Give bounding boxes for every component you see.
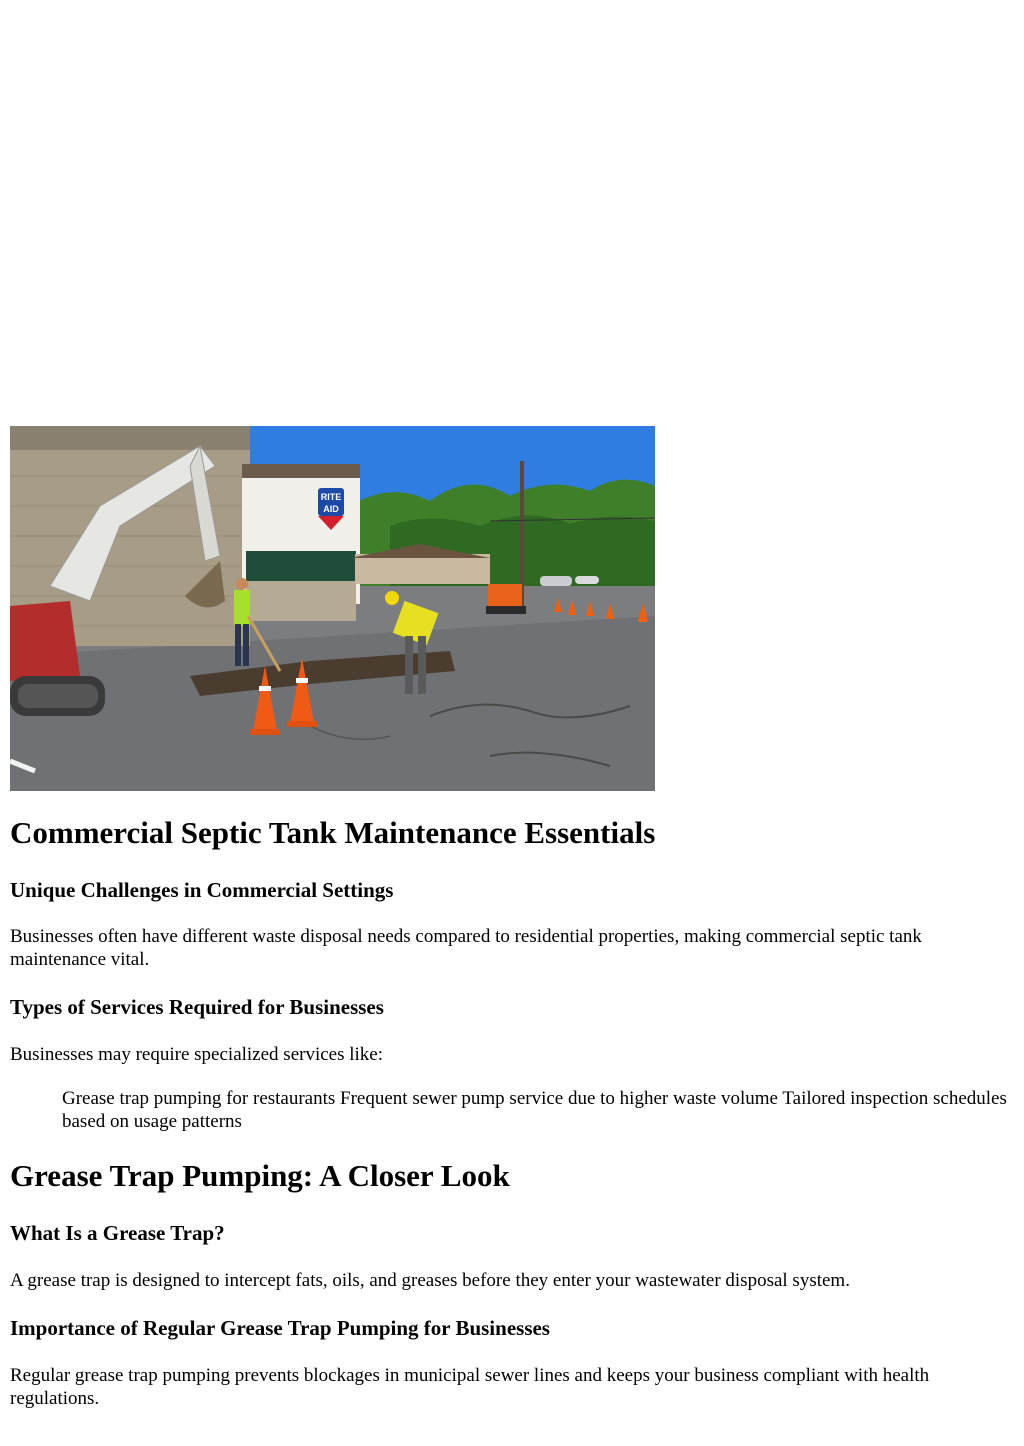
- services-list: Grease trap pumping for restaurants Frequent sewer pump service due to higher waste volume Tailored inspection schedules based on usage patterns: [62, 1088, 1007, 1132]
- section-heading-grease-trap: Grease Trap Pumping: A Closer Look: [10, 1158, 510, 1193]
- paragraph-what-is-grease-trap: A grease trap is designed to intercept fats, oils, and greases before they enter your wastewater disposal system.: [10, 1270, 850, 1291]
- article-content: [10, 812, 1014, 1410]
- sign-line2: AID: [323, 504, 339, 514]
- subheading-unique-challenges: Unique Challenges in Commercial Settings: [10, 878, 394, 902]
- paragraph-importance-pumping: Regular grease trap pumping prevents blockages in municipal sewer lines and keeps your business compliant with health regulations.: [10, 1365, 930, 1409]
- subheading-what-is-grease-trap: What Is a Grease Trap?: [10, 1221, 225, 1245]
- paragraph-types-of-services: Businesses may require specialized services like:: [10, 1044, 384, 1065]
- section-heading-commercial-maintenance: Commercial Septic Tank Maintenance Essentials: [10, 815, 656, 850]
- subheading-importance-pumping: Importance of Regular Grease Trap Pumping for Businesses: [10, 1316, 550, 1340]
- sign-line1: RITE: [320, 492, 342, 502]
- paragraph-unique-challenges: Businesses often have different waste disposal needs compared to residential properties, making commercial septic tank maintenance vital.: [10, 926, 922, 970]
- construction-photo: [10, 426, 655, 791]
- subheading-types-of-services: Types of Services Required for Businesses: [10, 995, 384, 1019]
